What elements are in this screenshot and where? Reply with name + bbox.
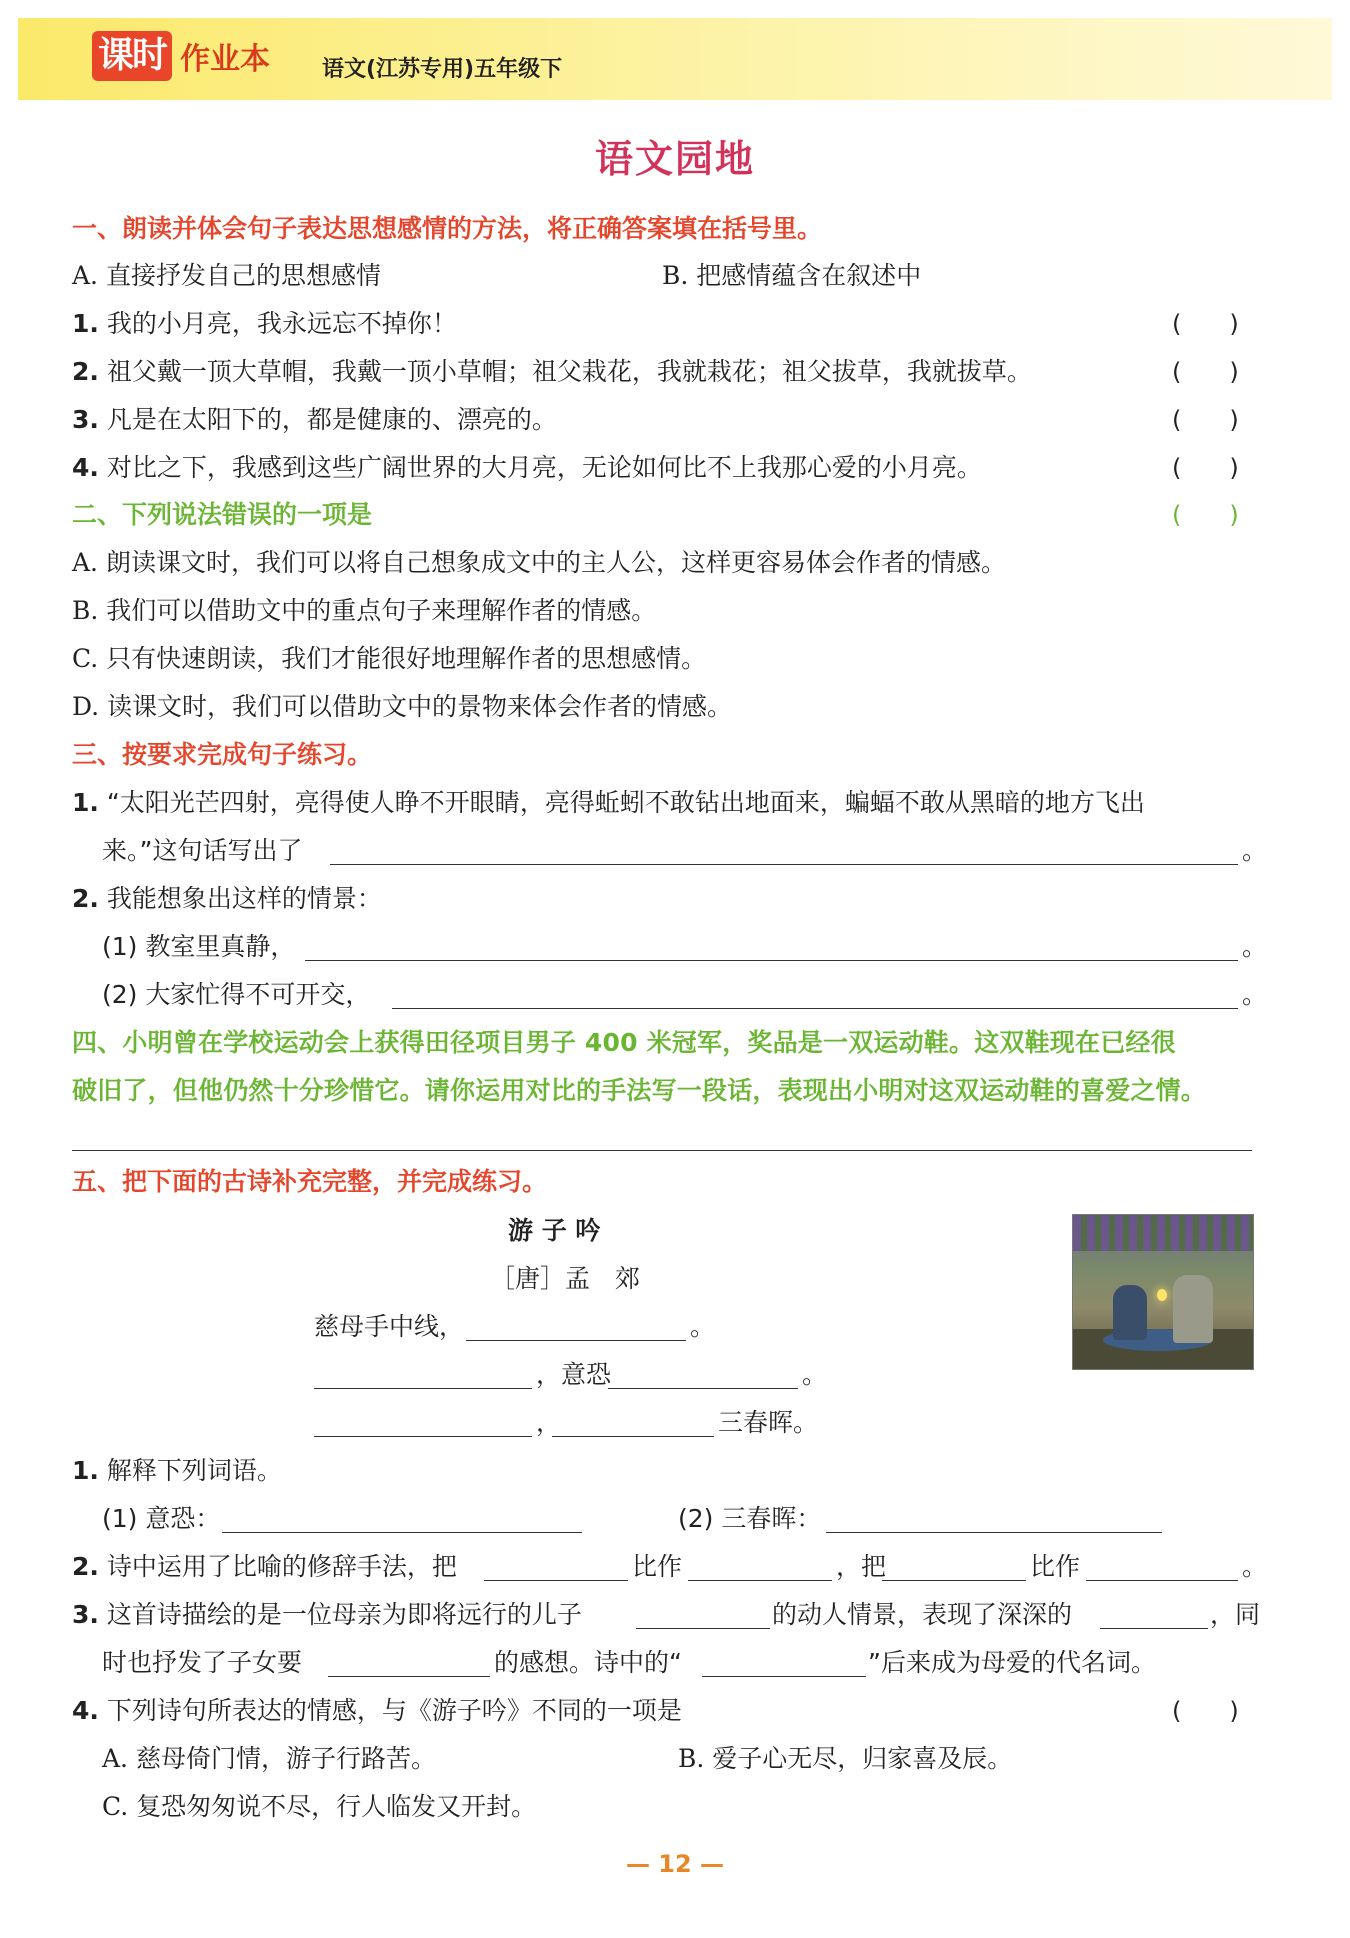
option-5-4-b: B. 爱子心无尽，归家喜及辰。 [678, 1744, 1013, 1773]
answer-line[interactable] [1100, 1628, 1208, 1629]
section-3-heading: 三、按要求完成句子练习。 [72, 740, 373, 769]
question-3-2-2: (2) 大家忙得不可开交， [102, 980, 371, 1009]
section-4-heading-line-1: 四、小明曾在学校运动会上获得田径项目男子 400 米冠军，奖品是一双运动鞋。这双鞋现在已经很 [72, 1028, 1176, 1057]
option-2-a: A. 朗读课文时，我们可以将自己想象成文中的主人公，这样更容易体会作者的情感。 [72, 548, 1006, 577]
page-number: — 12 — [625, 1850, 725, 1878]
option-5-4-c: C. 复恐匆匆说不尽，行人临发又开封。 [102, 1792, 537, 1821]
answer-line[interactable] [608, 1388, 798, 1389]
answer-line[interactable] [328, 1676, 490, 1677]
answer-line[interactable] [466, 1340, 686, 1341]
text: 的感想。诗中的“ [494, 1648, 682, 1677]
question-3-2-1: (1) 教室里真静， [102, 932, 296, 961]
brand-name: 作业本 [180, 42, 271, 77]
answer-line[interactable] [392, 1008, 1238, 1009]
answer-bracket[interactable]: ( ) [1172, 310, 1239, 338]
answer-line[interactable] [688, 1580, 832, 1581]
question-5-1: 1. 解释下列词语。 [72, 1456, 282, 1485]
question-1-3: 3. 凡是在太阳下的，都是健康的、漂亮的。 [72, 405, 557, 434]
question-1-4: 4. 对比之下，我感到这些广阔世界的大月亮，无论如何比不上我那心爱的小月亮。 [72, 453, 982, 482]
answer-line[interactable] [222, 1532, 582, 1533]
question-5-1-1: (1) 意恐： [102, 1504, 221, 1533]
question-5-3: 3. 这首诗描绘的是一位母亲为即将远行的儿子 [72, 1600, 582, 1629]
period: 。 [1242, 1552, 1268, 1581]
section-4-heading-line-2: 破旧了，但他仍然十分珍惜它。请你运用对比的手法写一段话，表现出小明对这双运动鞋的喜爱之情。 [72, 1076, 1207, 1105]
question-5-1-2: (2) 三春晖： [678, 1504, 822, 1533]
period: 。 [802, 1360, 828, 1389]
period: 。 [1242, 836, 1268, 865]
section-2-heading: 二、下列说法错误的一项是 [72, 500, 373, 529]
answer-line[interactable] [636, 1628, 770, 1629]
text: ”后来成为母爱的代名词。 [868, 1648, 1156, 1677]
answer-bracket[interactable]: ( ) [1172, 1697, 1239, 1725]
question-1-1: 1. 我的小月亮，我永远忘不掉你！ [72, 309, 457, 338]
poem-author: ［唐］孟 郊 [490, 1264, 641, 1293]
poem-line-3-end: 三春晖。 [718, 1408, 819, 1437]
poem-comma: ， [536, 1408, 562, 1437]
answer-line[interactable] [72, 1150, 1252, 1151]
section-5-heading: 五、把下面的古诗补充完整，并完成练习。 [72, 1167, 548, 1196]
poem-line-1: 慈母手中线， [314, 1312, 465, 1341]
answer-bracket[interactable]: ( ) [1172, 406, 1239, 434]
period: 。 [690, 1312, 716, 1341]
question-1-2: 2. 祖父戴一顶大草帽，我戴一顶小草帽；祖父栽花，我就栽花；祖父拔草，我就拔草。 [72, 357, 1032, 386]
option-2-d: D. 读课文时，我们可以借助文中的景物来体会作者的情感。 [72, 692, 733, 721]
answer-line[interactable] [484, 1580, 628, 1581]
question-5-4: 4. 下列诗句所表达的情感，与《游子吟》不同的一项是 [72, 1696, 682, 1725]
brand-logo [92, 30, 270, 82]
brand-mark: 课时 [92, 31, 172, 81]
answer-line[interactable] [330, 864, 1238, 865]
answer-bracket[interactable]: ( ) [1172, 501, 1239, 529]
text: ，同 [1210, 1600, 1261, 1629]
poem-illustration [1072, 1214, 1254, 1370]
poem-title: 游 子 吟 [508, 1216, 601, 1245]
option-2-b: B. 我们可以借助文中的重点句子来理解作者的情感。 [72, 596, 657, 625]
answer-line[interactable] [314, 1436, 532, 1437]
text: ，把 [836, 1552, 887, 1581]
text: 的动人情景，表现了深深的 [772, 1600, 1073, 1629]
question-3-1-cont: 来。”这句话写出了 [102, 836, 303, 865]
text: 时也抒发了子女要 [102, 1648, 303, 1677]
answer-line[interactable] [1086, 1580, 1238, 1581]
option-5-4-a: A. 慈母倚门情，游子行路苦。 [102, 1744, 436, 1773]
answer-line[interactable] [305, 960, 1238, 961]
question-3-1: 1. “太阳光芒四射，亮得使人睁不开眼睛，亮得蚯蚓不敢钻出地面来，蝙蝠不敢从黑暗的地方飞出 [72, 788, 1145, 817]
page-title: 语文园地 [594, 137, 755, 181]
poem-line-2: ，意恐 [536, 1360, 612, 1389]
text: 比作 [1030, 1552, 1081, 1581]
answer-line[interactable] [314, 1388, 532, 1389]
answer-line[interactable] [882, 1580, 1026, 1581]
option-a: A. 直接抒发自己的思想感情 [72, 261, 381, 290]
answer-line[interactable] [702, 1676, 866, 1677]
section-1-heading: 一、朗读并体会句子表达思想感情的方法，将正确答案填在括号里。 [72, 214, 823, 243]
answer-bracket[interactable]: ( ) [1172, 454, 1239, 482]
text: 比作 [632, 1552, 683, 1581]
answer-line[interactable] [552, 1436, 714, 1437]
question-5-2: 2. 诗中运用了比喻的修辞手法，把 [72, 1552, 457, 1581]
answer-bracket[interactable]: ( ) [1172, 358, 1239, 386]
answer-line[interactable] [826, 1532, 1162, 1533]
option-2-c: C. 只有快速朗读，我们才能很好地理解作者的思想感情。 [72, 644, 707, 673]
period: 。 [1242, 980, 1268, 1009]
option-b: B. 把感情蕴含在叙述中 [662, 261, 922, 290]
book-subtitle: 语文(江苏专用)五年级下 [322, 57, 563, 82]
question-3-2: 2. 我能想象出这样的情景： [72, 884, 382, 913]
period: 。 [1242, 932, 1268, 961]
